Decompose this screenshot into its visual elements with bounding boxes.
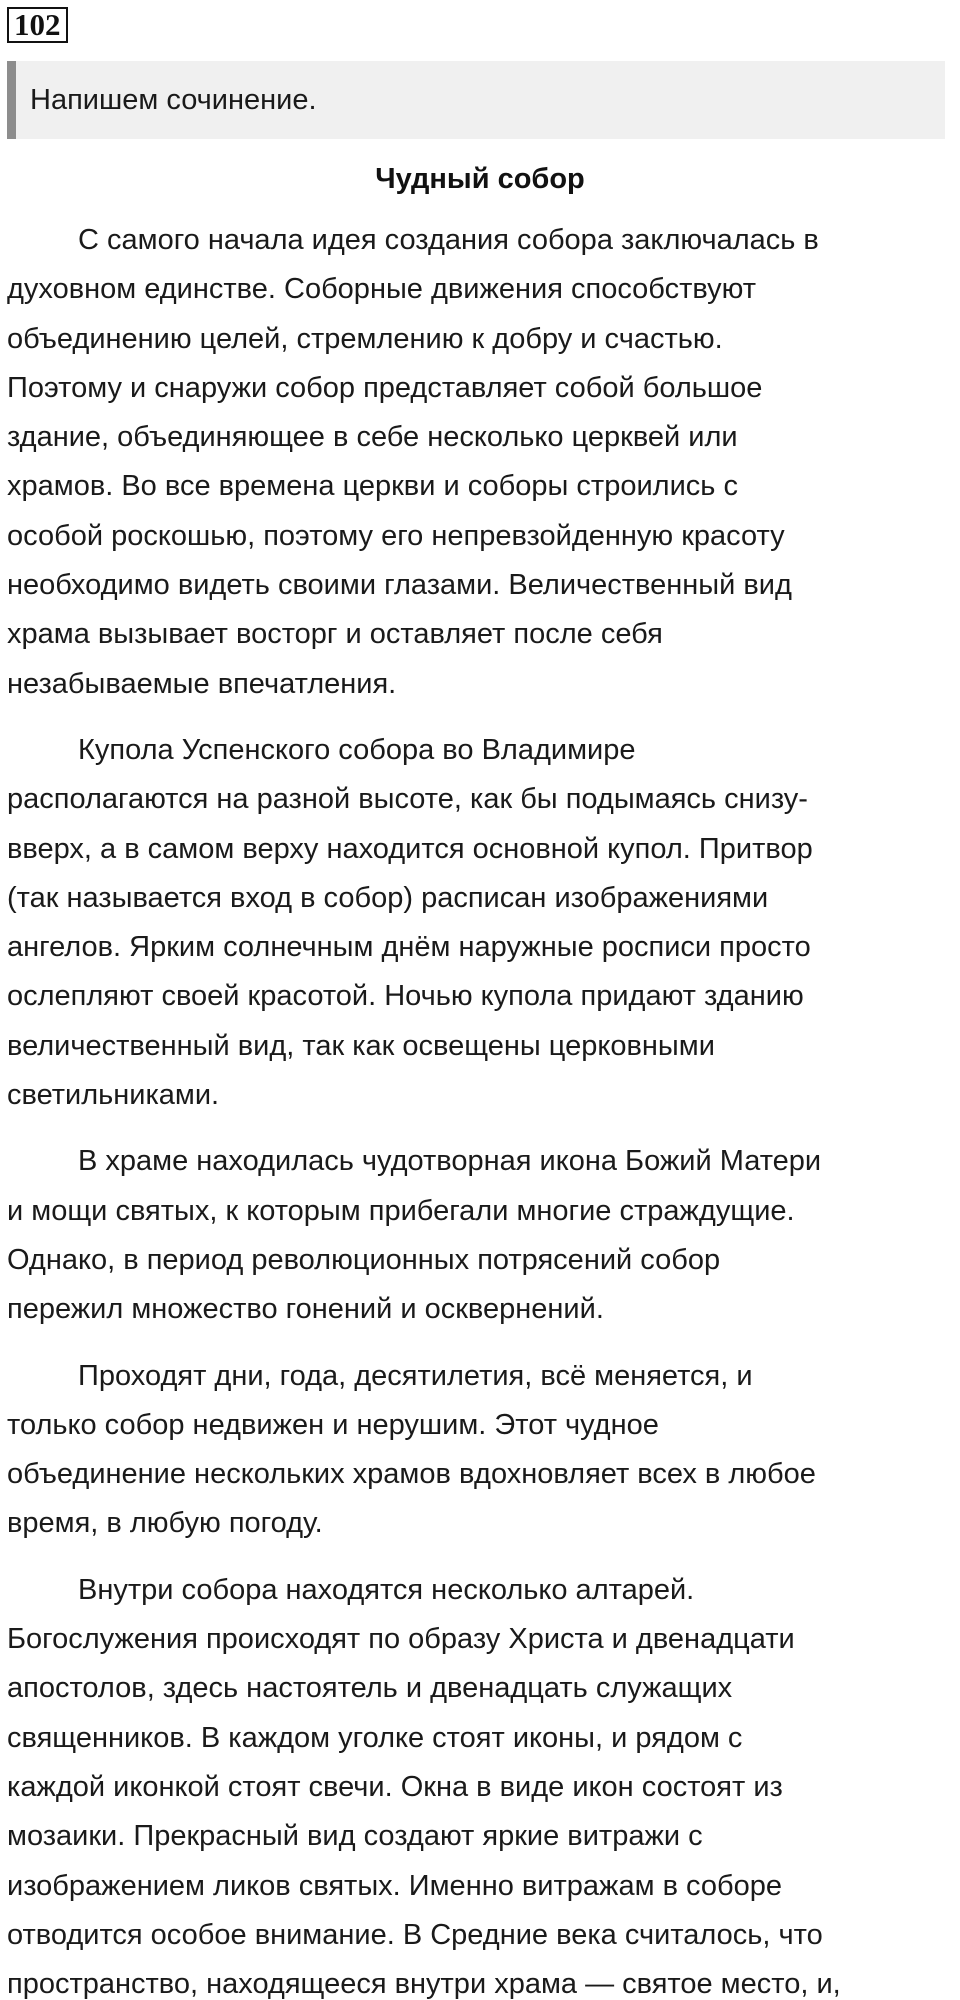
essay-line: здание, объединяющее в себе несколько церквей или (7, 421, 738, 454)
essay-body (7, 216, 953, 2000)
task-instruction-text: Напишем сочинение. (30, 84, 317, 116)
essay-line: необходимо видеть своими глазами. Величественный вид (7, 569, 792, 602)
essay-line: Внутри собора находятся несколько алтарей. (78, 1573, 695, 1606)
essay-line: священников. В каждом уголке стоят иконы, и рядом с (7, 1721, 743, 1754)
task-instruction-banner (7, 61, 945, 139)
essay-paragraph (7, 726, 953, 1120)
essay-line: Однако, в период революционных потрясений собор (7, 1243, 721, 1276)
essay-line: светильниками. (7, 1079, 220, 1112)
essay-line: духовном единстве. Соборные движения способствуют (7, 273, 757, 306)
essay-line: В храме находилась чудотворная икона Божий Матери (78, 1145, 822, 1178)
essay-line: объединению целей, стремлению к добру и счастью. (7, 322, 723, 355)
exercise-number-badge: 102 (7, 7, 68, 43)
essay-line: величественный вид, так как освещены церковными (7, 1029, 715, 1062)
essay-line: ангелов. Ярким солнечным днём наружные росписи просто (7, 931, 811, 964)
essay-line: объединение нескольких храмов вдохновляет всех в любое (7, 1458, 816, 1491)
essay-line: мозаики. Прекрасный вид создают яркие витражи с (7, 1820, 703, 1853)
essay-line: храма вызывает восторг и оставляет после себя (7, 618, 663, 651)
essay-line: храмов. Во все времена церкви и соборы строились с (7, 470, 738, 503)
essay-line: незабываемые впечатления. (7, 667, 397, 700)
essay-paragraph (7, 1352, 953, 1549)
essay-line: апостолов, здесь настоятель и двенадцать служащих (7, 1672, 733, 1705)
essay-line: Проходят дни, года, десятилетия, всё меняется, и (78, 1359, 753, 1392)
essay-line: отводится особое внимание. В Средние века считалось, что (7, 1918, 823, 1951)
essay-line: Купола Успенского собора во Владимире (78, 733, 636, 766)
essay-line: Богослужения происходят по образу Христа и двенадцати (7, 1623, 795, 1656)
essay-line: и мощи святых, к которым прибегали многие страждущие. (7, 1194, 795, 1227)
essay-line: С самого начала идея создания собора заключалась в (78, 224, 819, 256)
essay-line: пережил множество гонений и осквернений. (7, 1293, 604, 1326)
essay-paragraph (7, 1566, 953, 2000)
essay-title: Чудный собор (375, 163, 585, 195)
essay-paragraph (7, 216, 953, 709)
essay-line: ослепляют своей красотой. Ночью купола придают зданию (7, 980, 804, 1013)
essay-line: пространство, находящееся внутри храма — святое место, и, (7, 1968, 841, 2000)
essay-line: (так называется вход в собор) расписан изображениями (7, 881, 769, 914)
essay-line: Поэтому и снаружи собор представляет собой большое (7, 371, 763, 404)
essay-line: время, в любую погоду. (7, 1507, 323, 1540)
essay-line: изображением ликов святых. Именно витражам в соборе (7, 1869, 782, 1902)
essay-line: вверх, а в самом верху находится основной купол. Притвор (7, 832, 813, 865)
essay-paragraph (7, 1137, 953, 1334)
essay-line: каждой иконкой стоят свечи. Окна в виде икон состоят из (7, 1770, 783, 1803)
essay-line: располагаются на разной высоте, как бы подымаясь снизу- (7, 783, 808, 816)
essay-line: только собор недвижен и нерушим. Этот чудное (7, 1408, 659, 1441)
essay-line: особой роскошью, поэтому его непревзойденную красоту (7, 519, 785, 552)
